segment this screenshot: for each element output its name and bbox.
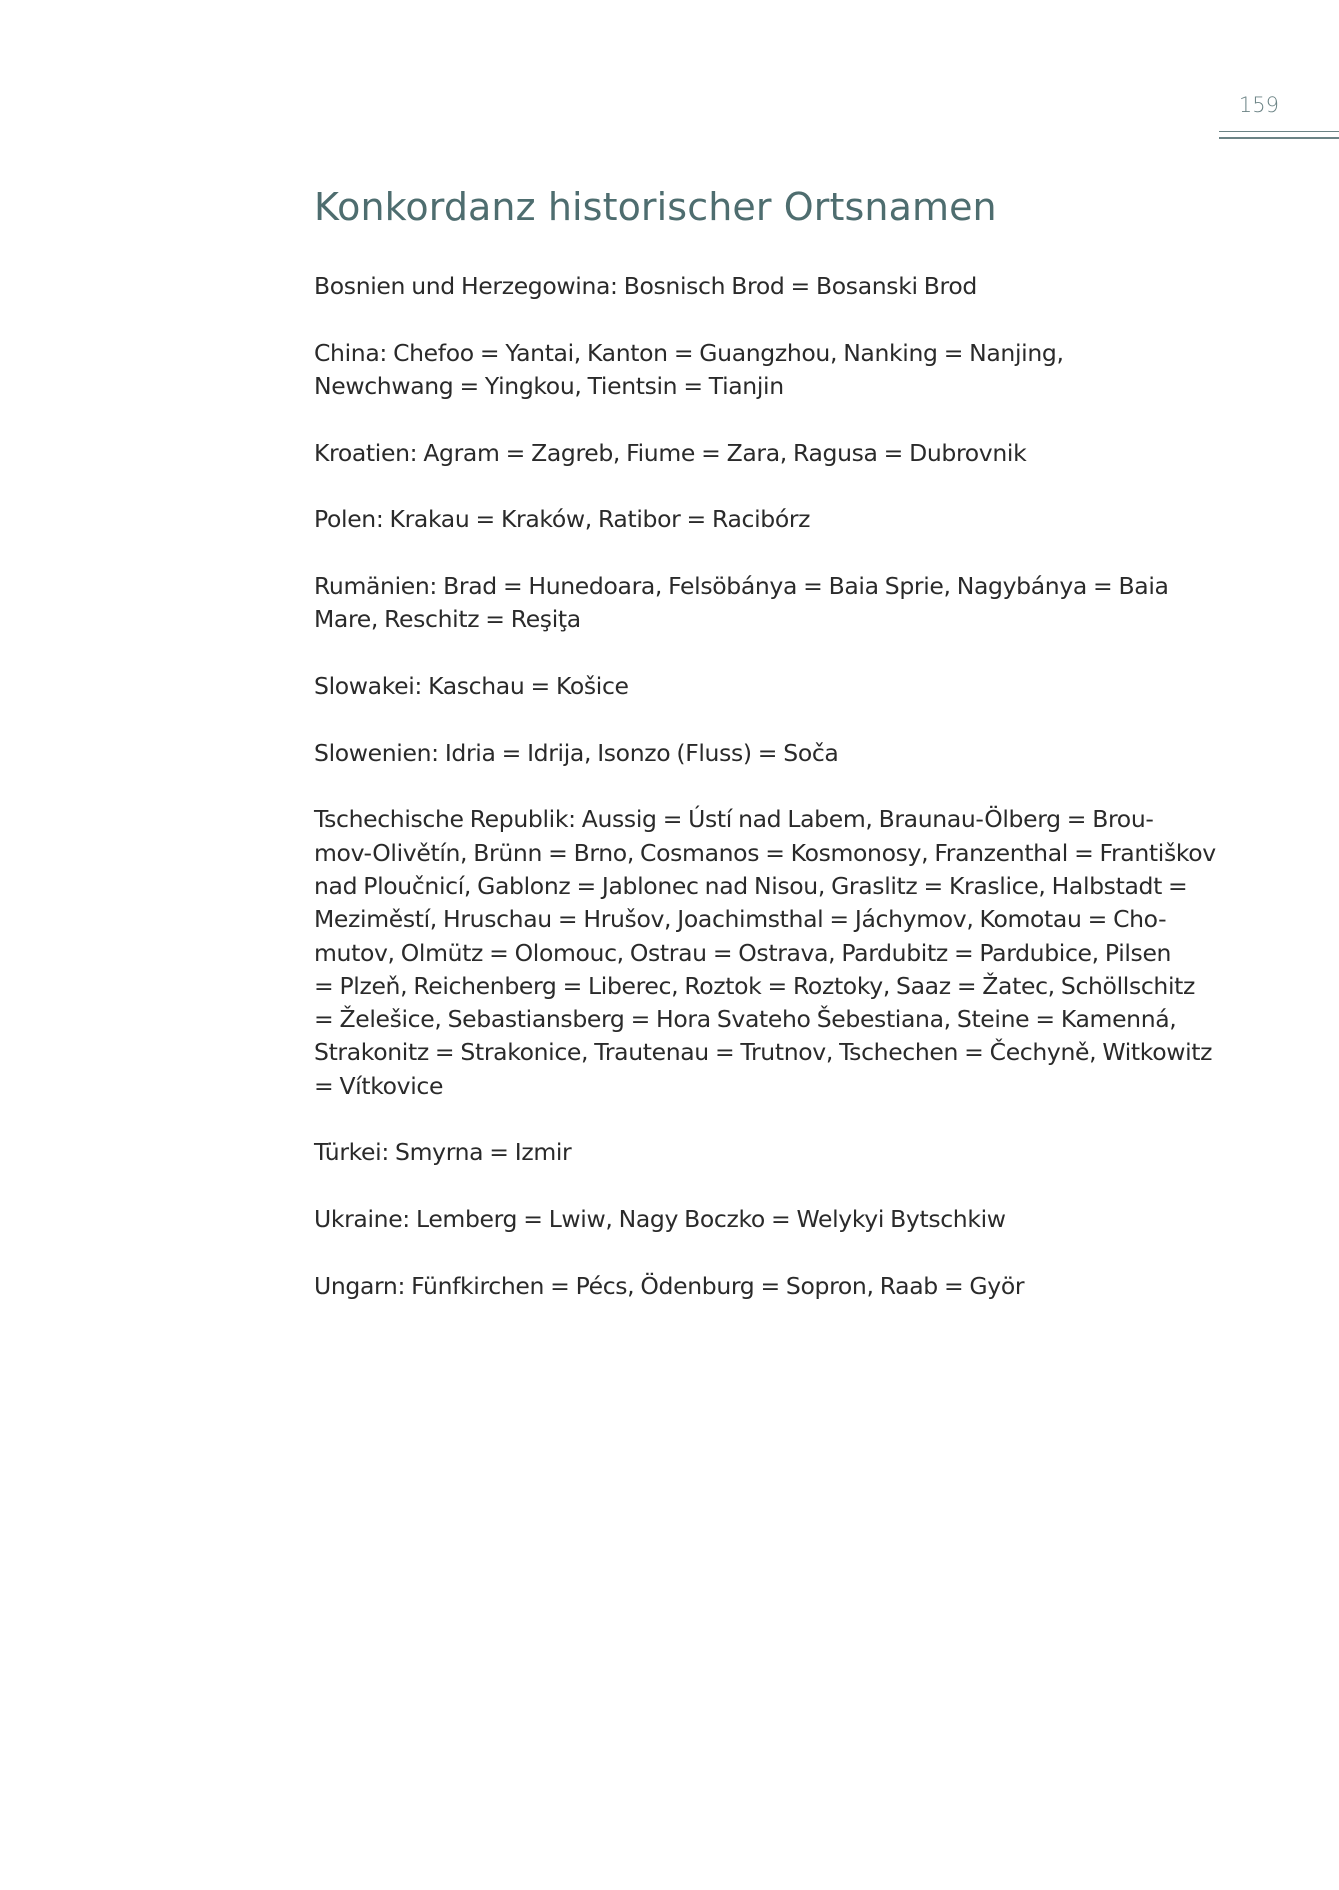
- entry-line: = Želešice, Sebastiansberg = Hora Svateho Šebestiana, Steine = Kamenná,: [314, 1005, 1177, 1034]
- concordance-entry: [314, 570, 1194, 637]
- entry-line: Strakonitz = Strakonice, Trautenau = Trutnov, Tschechen = Čechyně, Witkowitz: [314, 1038, 1213, 1067]
- concordance-entry: [314, 503, 1194, 536]
- entry-line: Tschechische Republik: Aussig = Ústí nad Labem, Braunau-Ölberg = Brou-: [314, 805, 1154, 834]
- concordance-entry: [314, 803, 1216, 1103]
- entry-line: mov-Olivětín, Brünn = Brno, Cosmanos = Kosmonosy, Franzenthal = Františkov: [314, 838, 1216, 867]
- concordance-entry: [314, 437, 1194, 470]
- entry-line: Ungarn: Fünfkirchen = Pécs, Ödenburg = Sopron, Raab = Györ: [314, 1271, 1025, 1300]
- concordance-entry: [314, 737, 1194, 770]
- concordance-entry: [314, 1203, 1194, 1236]
- entry-line: Slowenien: Idria = Idrija, Isonzo (Fluss) = Soča: [314, 738, 839, 767]
- entry-line: Bosnien und Herzegowina: Bosnisch Brod = Bosanski Brod: [314, 272, 977, 300]
- page-number: 159: [1238, 93, 1279, 117]
- entry-line: Polen: Krakau = Kraków, Ratibor = Racibórz: [314, 505, 811, 534]
- entry-line: Slowakei: Kaschau = Košice: [314, 672, 629, 701]
- page-content: [314, 185, 1216, 1337]
- entry-line: Ukraine: Lemberg = Lwiw, Nagy Boczko = Welykyi Bytschkiw: [314, 1205, 1006, 1234]
- entry-line: = Plzeň, Reichenberg = Liberec, Roztok = Roztoky, Saaz = Žatec, Schöllschitz: [314, 971, 1195, 1000]
- concordance-list: [314, 270, 1216, 1303]
- entry-line: = Vítkovice: [314, 1071, 444, 1100]
- entry-line: Rumänien: Brad = Hunedoara, Felsöbánya = Baia Sprie, Nagybánya = Baia: [314, 572, 1169, 601]
- entry-line: Kroatien: Agram = Zagreb, Fiume = Zara, Ragusa = Dubrovnik: [314, 438, 1027, 467]
- entry-line: mutov, Olmütz = Olomouc, Ostrau = Ostrava, Pardubitz = Pardubice, Pilsen: [314, 938, 1172, 967]
- concordance-entry: [314, 670, 1194, 703]
- entry-line: Meziměstí, Hruschau = Hrušov, Joachimsthal = Jáchymov, Komotau = Cho-: [314, 905, 1167, 934]
- entry-line: nad Ploučnicí, Gablonz = Jablonec nad Nisou, Graslitz = Kraslice, Halbstadt =: [314, 872, 1188, 900]
- page-title: Konkordanz historischer Ortsnamen: [314, 185, 997, 229]
- entry-line: Mare, Reschitz = Reşiţa: [314, 605, 581, 634]
- header-rule: [1219, 131, 1339, 139]
- concordance-entry: [314, 1270, 1194, 1303]
- entry-line: Newchwang = Yingkou, Tientsin = Tianjin: [314, 371, 784, 400]
- concordance-entry: [314, 1136, 1194, 1169]
- entry-line: China: Chefoo = Yantai, Kanton = Guangzhou, Nanking = Nanjing,: [314, 338, 1064, 367]
- concordance-entry: [314, 270, 1194, 303]
- entry-line: Türkei: Smyrna = Izmir: [314, 1138, 572, 1167]
- concordance-entry: [314, 337, 1194, 404]
